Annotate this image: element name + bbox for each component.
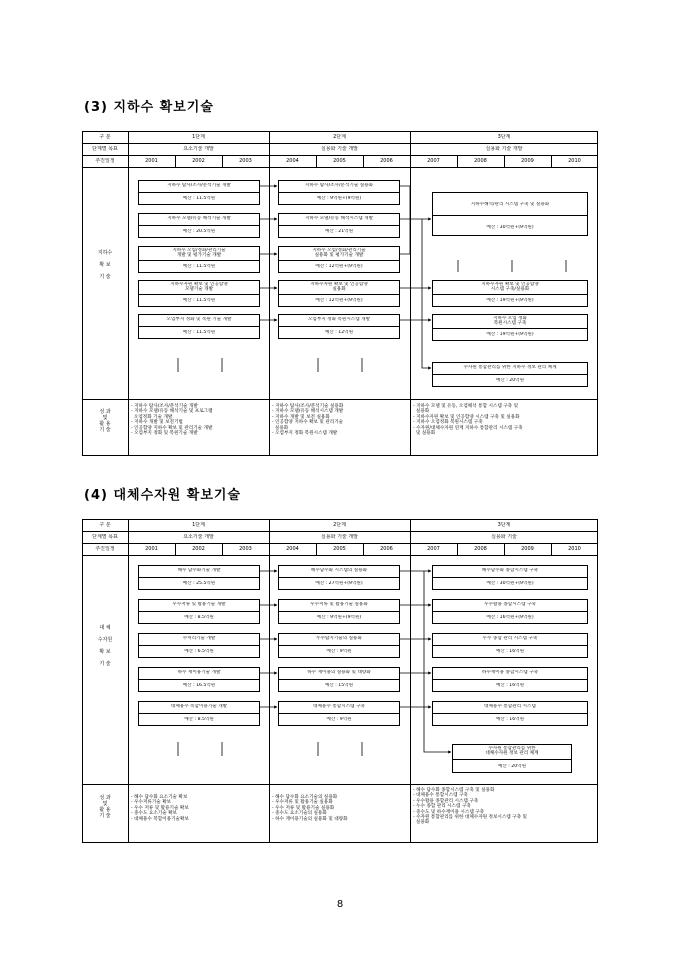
task-budget: 예산 : 12억원 [324,330,354,335]
task-name: 수자원 통합관리를 위한 대체수자원 정보 관리 체계 [485,746,539,756]
stage-goal: 요소기술 개발 [183,146,214,152]
task-budget: 예산 : 16억원 [495,649,525,654]
task-name: 지하수 오염/정화/관리기술 개발 및 평가기술 개발 [172,248,226,258]
task-name: 누수 종합 관리 시스템 구축 [482,636,538,641]
task-name: 지하수 오염 정화 복원시스템 구축 [493,316,527,326]
year-cell: 2005 [333,546,346,552]
task-budget: 예산 : 25.5억원 [182,581,216,586]
task-name: 오염부지 정화 및 복원 기술 개발 [166,317,232,322]
task-budget: 예산 : 11.5억원 [182,298,216,303]
year-cell: 2002 [192,158,205,164]
task-budget: 예산 : 20.5억원 [182,229,216,234]
task-name: 누수탐지기술의 실용화 [316,636,362,641]
task-name: 해수 담수화기술 개발 [177,568,221,573]
task-budget: 예산 : 15억원 [324,683,354,688]
year-cell: 2007 [427,546,440,552]
stage-header: 1단계 [192,134,205,140]
year-cell: 2010 [568,158,581,164]
task-name: 하수 재이용기술 개발 [177,670,221,675]
task-budget: 예산 : 11.5억원 [182,196,216,201]
task-name: 우수저류 및 활용기술 개발 [172,602,226,607]
year-cell: 2001 [145,158,158,164]
task-name: 지하수 모델/유동 해석시스템 개발 [304,216,374,221]
task-name: 해수담수화 시스템의 실용화 [310,568,368,573]
header-label-category: 구 분 [99,134,111,140]
stage-header: 3단계 [497,134,511,140]
year-cell: 2006 [380,158,393,164]
task-budget: 예산 : 9억원+(9억원) [316,196,362,201]
year-cell: 2003 [239,158,252,164]
task-name: 지하수자원 확보 및 인공함양 실용화 [310,282,368,292]
task-name: 해수담수화 종합시스템 구축 [481,568,539,573]
year-cell: 2010 [568,546,581,552]
task-name: 지하수 탐사/조사/분석기술 실용화 [304,183,374,188]
header-label-schedule: 추진일정 [95,546,115,552]
header-label-goal: 단계별 목표 [92,146,118,152]
year-cell: 2009 [521,158,534,164]
task-budget: 예산 : 30억원+(9억원) [486,225,534,230]
task-name: 수자원 통합관리를 위한 지하수 정보 관리 체계 [463,365,557,370]
category-side-label: 지하수 확 보 기 술 [97,250,113,280]
task-budget: 예산 : 19억원+(9억원) [486,332,534,337]
year-cell: 2009 [521,546,534,552]
task-budget: 예산 : 12억원+(9억원) [315,298,363,303]
stage-goal: 실용화 기술 개발 [321,534,358,540]
stage-header: 3단계 [497,522,511,528]
year-cell: 2006 [380,546,393,552]
year-cell: 2005 [333,158,346,164]
task-budget: 예산 : 12억원+(9억원) [315,264,363,269]
year-cell: 2003 [239,546,252,552]
task-budget: 예산 : 9억원 [326,649,352,654]
task-name: 지하수 오염/정화/관리기술 실용화 및 평가기술 개발 [312,248,366,258]
task-name: 지하수자원 확보 및 인공함양 시스템 구축/실용화 [481,282,539,292]
task-budget: 예산 : 16억원 [495,717,525,722]
task-budget: 예산 : 8.5억원 [184,615,214,620]
task-budget: 예산 : 27억원+(9억원) [315,581,363,586]
stage-header: 2단계 [333,522,346,528]
task-name: 하수재이용 종합시스템 구축 [481,670,539,675]
results-notes: - 해수 담수화 요소기술 확보 - 우수저류기술 확보 - 우수 저류 및 활용기술 확보 - 중수도 요소기술 확보 - 대체용수 복합이용기술확보 [131,795,189,822]
section-title: (3) 지하수 확보기술 [84,100,214,115]
task-budget: 예산 : 8.5억원 [184,717,214,722]
header-label-goal: 단계별 목표 [92,534,118,540]
task-budget: 예산 : 11.5억원 [182,264,216,269]
task-budget: 예산 : 6.5억원 [184,649,214,654]
stage-goal: 요소기술 개발 [183,534,214,540]
task-name: 대체용수 통합관리 시스템 [484,704,536,709]
year-cell: 2008 [474,546,487,552]
task-name: 하수 재이용의 실용화 및 대량화 [307,670,371,675]
results-notes: - 해수 담수화 요소기술의 실용화 - 우수저류 및 활용기술 실용화 - 우수 저류 및 활용기술 실용화 - 중수도 요소기술의 실용화 - 하수 재이용기술의 실용화 및 대량화 [272,795,348,822]
task-name: 대체용수 복합이용기술 개발 [170,704,228,709]
task-name: 지하수해석/관리 시스템 구축 및 실용화 [470,202,550,207]
year-cell: 2004 [286,546,299,552]
year-cell: 2008 [474,158,487,164]
year-cell: 2002 [192,546,205,552]
task-budget: 예산 : 19억원+(9억원) [486,298,534,303]
task-name: 지하수 탐사/조사/분석기술 개발 [167,183,231,188]
task-name: 지하수 모델/유동 해석기술 개발 [167,216,231,221]
year-cell: 2001 [145,546,158,552]
category-side-label: 대 체 수자원 확 보 기 술 [97,625,113,667]
task-budget: 예산 : 9억원 [326,717,352,722]
year-cell: 2007 [427,158,440,164]
stage-goal: 실용화 기술 [491,534,517,540]
task-budget: 예산 : 20억원 [495,378,525,383]
task-name: 우수활용 종합시스템 구축 [484,602,536,607]
task-budget: 예산 : 16억원 [495,683,525,688]
results-notes: - 해수 담수화 종합시스템 구축 및 실용화 - 대체용수 통합시스템 구축 - 우수활용 종합관리 시스템 구축 - 누수 종합 관리 시스템 구축 - 중수도 및 하수재이용 시스템 구축 - 수자원 통합관리를 위한 대체수자원 정보시스템 구축 및 실용화 [413,788,527,826]
section-title: (4) 대체수자원 확보기술 [84,488,242,503]
stage-header: 1단계 [192,522,205,528]
task-budget: 예산 : 30억원+(9억원) [486,581,534,586]
task-name: 수처리기술 개발 [182,636,216,641]
task-budget: 예산 : 16억원+(9억원) [486,615,534,620]
task-name: 우수저류 및 활용기술 실용화 [310,602,368,607]
header-label-category: 구 분 [99,522,111,528]
task-budget: 예산 : 11.5억원 [182,330,216,335]
header-label-schedule: 추진일정 [95,158,115,164]
task-budget: 예산 : 9억원+(9억원) [316,615,362,620]
stage-goal: 실용화 기술 개발 [321,146,358,152]
task-budget: 예산 : 16.5억원 [182,683,216,688]
task-budget: 예산 : 20억원 [497,764,527,769]
results-notes: - 지하수 탐사/조사/분석기술 실용화 - 지하수 모델/유동 해석시스템 개발 - 지하수 개발 및 보전 실용화 - 인공함양 지하수 확보 및 관리기술 실용화 - 오염부지 정화 복원시스템 개발 [272,404,344,437]
stage-header: 2단계 [333,134,346,140]
task-name: 대체용수 통합시스템 구축 [313,704,365,709]
results-notes: - 지하수 탐사/조사/분석기술 개발 - 지하수 모델/유동 해석기술 및 프로그램 오염정화 기술 개발 - 지하수 개발 및 보전기법 - 인공함양 지하수 확보 및 관리기술 개발 - 오염부지 정화 및 복원기술 개발 [131,404,213,437]
task-budget: 예산 : 21억원 [324,229,354,234]
stage-goal: 실용화 기술 개발 [485,146,523,152]
page-number: 8 [336,899,344,910]
task-name: 오염부지 정화 복원시스템 개발 [307,317,371,322]
year-cell: 2004 [286,158,299,164]
results-label: 성 과 및 활 용 기 술 [99,409,111,433]
results-notes: - 지하수 모델 및 유동, 오염해석 통합 시스템 구축 및 실용화 - 지하수자원 확보 및 인공함양 시스템 구축 및 실용화 - 지하수 오염정화 복원시스템 구축 - 수자원/대체수자원 연계 지하수 통합관리 시스템 구축 및 실용화 [413,404,523,437]
results-label: 성 과 및 활 용 기 술 [99,795,111,819]
task-name: 지하수자원 확보 및 인공함양 모델기술 개발 [170,282,228,292]
